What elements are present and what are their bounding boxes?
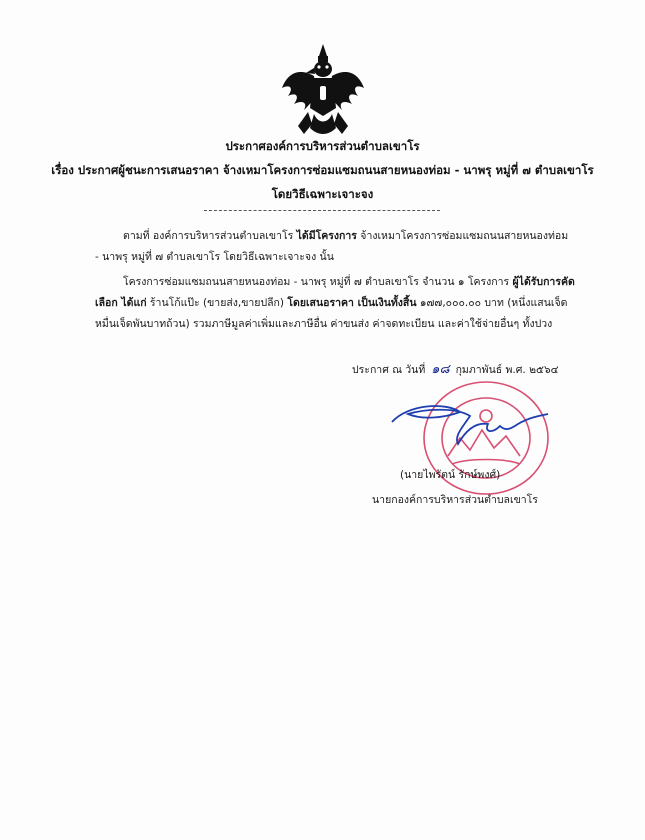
divider-line [204,210,440,211]
date-prefix: ประกาศ ณ วันที่ [352,364,426,376]
paragraph-1-text-b: จ้างเหมาโครงการซ่อมแซมถนนสายหนองท่อม - นาพรุ หมู่ที่ ๗ ตำบลเขาโร โดยวิธีเฉพาะเจาะจง นั้น [95,230,569,263]
paragraph-1-text-a: ตามที่ องค์การบริหารส่วนตำบลเขาโร [123,230,297,242]
signer-title: นายกองค์การบริหารส่วนตำบลเขาโร [372,494,538,506]
paragraph-1-bold-a: ได้มีโครงการ [296,230,357,242]
handwritten-signature [392,406,548,444]
paragraph-2-text-b: ร้านโก้แป๊ะ (ขายส่ง,ขายปลีก) [146,297,288,309]
paragraph-2-text-c: ๑๗๗,๐๐๐.๐๐ บาท (หนึ่งแสนเจ็ดหมื่นเจ็ดพันบาทถ้วน) รวมภาษีมูลค่าเพิ่มและภาษีอื่น ค่าขนส่ง ค่าจดทะเบียน และค่าใช้จ่ายอื่นๆ ทั้งปวง [95,297,568,330]
date-month-year: กุมภาพันธ์ พ.ศ. ๒๕๖๔ [455,364,559,376]
heading-line-1: ประกาศองค์การบริหารส่วนตำบลเขาโร [225,139,420,153]
paragraph-2-bold-b: โดยเสนอราคา เป็นเงินทั้งสิ้น [287,297,417,309]
paragraph-2-bold-a: ผู้ได้รับการคัดเลือก ได้แก่ [95,276,575,309]
announcement-date [352,358,559,379]
paragraph-1 [95,226,575,268]
garuda-emblem-icon [278,42,368,142]
paragraph-2 [95,272,575,335]
heading-line-3: โดยวิธีเฉพาะเจาะจง [271,187,374,201]
heading-line-2: เรื่อง ประกาศผู้ชนะการเสนอราคา จ้างเหมาโครงการซ่อมแซมถนนสายหนองท่อม - นาพรุ หมู่ที่ ๗ ตำบลเขาโร [51,163,594,177]
signer-name: (นายไพรัตน์ รักษ์พงศ์) [400,469,501,481]
paragraph-2-text-a: โครงการซ่อมแซมถนนสายหนองท่อม - นาพรุ หมู่ที่ ๗ ตำบลเขาโร จำนวน ๑ โครงการ [123,276,513,288]
date-day: ๑๘ [431,362,450,377]
